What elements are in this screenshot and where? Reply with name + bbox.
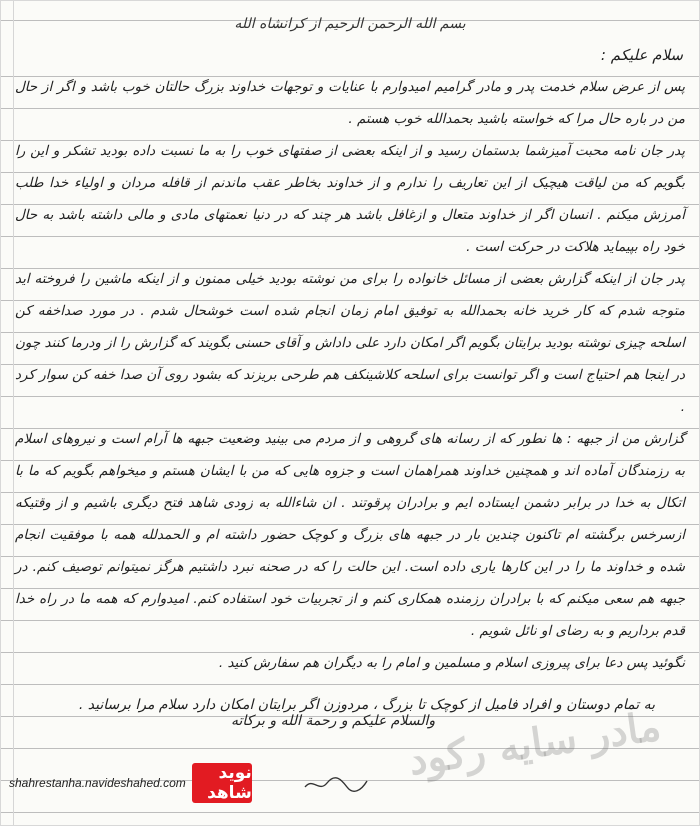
margin-line [13, 1, 14, 826]
letter-closing: به تمام دوستان و افراد فامیل از کوچک تا بزرگ ، مردوزن اگر برایتان امکان دارد سلام مرا برسانید . [78, 697, 655, 713]
signature-icon [301, 773, 371, 795]
paragraph-5: نگوئید پس دعا برای پیروزی اسلام و مسلمین و امام را به دیگران هم سفارش کنید . [218, 655, 685, 671]
site-url: shahrestanha.navideshahed.com [9, 776, 186, 790]
logo-text: نوید شاهد [207, 763, 252, 803]
navideshahed-logo-icon [192, 763, 252, 803]
letter-signoff: والسلام علیکم و رحمة الله و برکاته [231, 713, 436, 729]
letter-body [15, 9, 685, 721]
letter-greeting: سلام علیکم : [600, 46, 683, 64]
site-watermark [9, 763, 252, 803]
paragraph-1: پس از عرض سلام خدمت پدر و مادر گرامیم امیدوارم با عنایات و توجهات خداوند بزرگ حالتان خوب باشد و اگر از حال من در باره حال مرا که خواسته باشید بحمدالله خوب هستم . [15, 79, 685, 127]
paragraph-4: گزارش من از جبهه : ها نطور که از رسانه های گروهی و از مردم می بینید وضعیت جبهه ها آرام است و نیروهای اسلام به رزمندگان آماده اند و همچنین خداوند همراهمان است و جزوه هایی که من با ایشان هستم و میخواهم بگویم که ما با اتکال به خدا در برابر دشمن ایستاده ایم و برادران پرقوتند . ان شاءالله به زودی شاهد فتح دیگری باشیم و از وقتیکه ازسرخس برگشته ام تاکنون چندین بار در جبهه های بزرگ و کوچک حضور داشته ام و الحمدلله همه با موفقیت انجام شده و خداوند ما را در این کارها یاری داده است. این حالت را که در صحنه نبرد داشتیم هرگز نمیتوانم توصیف کنم. در جبهه هم سعی میکنم که با برادران رزمنده همکاری کنم و از تجربیات خود استفاده کنم. امیدوارم که همه ما در راه خدا قدم برداریم و به رضای او نائل شویم . [15, 431, 685, 639]
stamp-text: مادر سایه رکود [405, 702, 664, 785]
paragraph-3: پدر جان از اینکه گزارش بعضی از مسائل خانواده را برای من نوشته بودید خیلی ممنون و از اینکه ماشین را فروخته اید متوجه شدم که کار خرید خانه بحمدالله به توفیق امام زمان انجام شده است خوشحال شدم . در مورد صداخفه کن اسلحه چیزی نوشته بودید برایتان بگویم اگر امکان دارد علی داداش و آقای حسنی بگویند که گزارش را از ودرما کنند چون در اینجا هم احتیاج است و اگر توانست برای اسلحه کلاشینکف هم طرحی بریزند که بشود روی آن صدا خفه کن سوار کرد . [15, 271, 685, 415]
letter-heading: بسم الله الرحمن الرحیم از کرانشاه الله [234, 16, 466, 32]
paragraph-2: پدر جان نامه محبت آمیزشما بدستمان رسید و از اینکه بعضی از صفتهای خوب را به ما نسبت داده بودید تشکر و این را بگویم که من لیاقت هیچیک از این تعاریف را ندارم و از خداوند بخاطر عقب ماندنم از قافله مردان و اولیاء خدا طلب آمرزش میکنم . انسان اگر از خداوند متعال و ازغافل باشد هر چند که در دنیا نعمتهای مادی و مالی داشته باشد به حال خود راه بپیماید هلاکت در حرکت است . [15, 143, 685, 255]
